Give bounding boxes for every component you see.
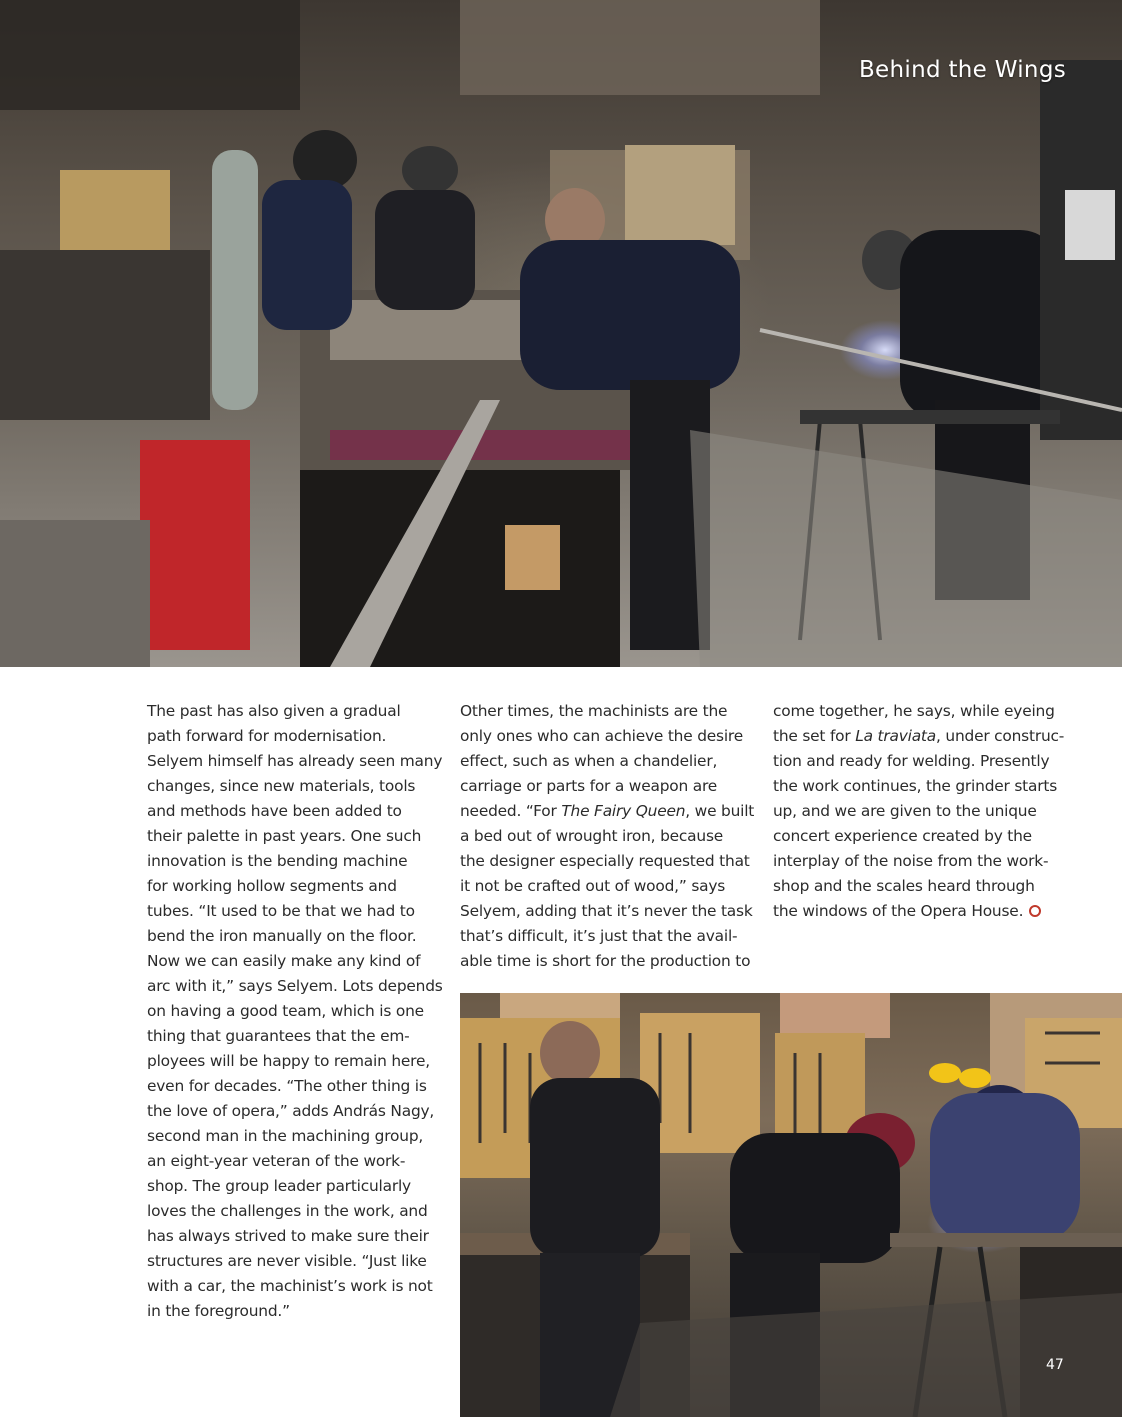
text-line: able time is short for the production to xyxy=(460,952,751,970)
production-title: La traviata xyxy=(855,727,936,745)
text-line: ployees will be happy to remain here, xyxy=(147,1052,430,1070)
text-line: Selyem, adding that it’s never the task xyxy=(460,902,753,920)
text-line: come together, he says, while eyeing xyxy=(773,702,1055,720)
text-fragment: , under construc- xyxy=(936,727,1065,745)
text-line: shop. The group leader particularly xyxy=(147,1177,411,1195)
text-line: arc with it,” says Selyem. Lots depends xyxy=(147,977,443,995)
text-line: for working hollow segments and xyxy=(147,877,397,895)
text-line: path forward for modernisation. xyxy=(147,727,387,745)
text-line: Now we can easily make any kind of xyxy=(147,952,421,970)
text-fragment: the windows of the Opera House. xyxy=(773,902,1024,920)
text-line: changes, since new materials, tools xyxy=(147,777,416,795)
text-line: effect, such as when a chandelier, xyxy=(460,752,718,770)
text-line: tubes. “It used to be that we had to xyxy=(147,902,415,920)
text-line: innovation is the bending machine xyxy=(147,852,408,870)
text-line: tion and ready for welding. Presently xyxy=(773,752,1050,770)
text-line: the work continues, the grinder starts xyxy=(773,777,1058,795)
page-number: 47 xyxy=(1046,1357,1064,1373)
text-line: and methods have been added to xyxy=(147,802,402,820)
text-line: an eight-year veteran of the work- xyxy=(147,1152,406,1170)
body-column-3 xyxy=(773,699,1065,924)
text-line: in the foreground.” xyxy=(147,1302,290,1320)
text-line: even for decades. “The other thing is xyxy=(147,1077,427,1095)
text-line: structures are never visible. “Just like xyxy=(147,1252,427,1270)
text-line: only ones who can achieve the desire xyxy=(460,727,743,745)
text-fragment: the set for xyxy=(773,727,856,745)
text-line: concert experience created by the xyxy=(773,827,1032,845)
workshop-photo-toolwall-icon xyxy=(460,993,1122,1417)
text-line: interplay of the noise from the work- xyxy=(773,852,1049,870)
text-line: shop and the scales heard through xyxy=(773,877,1035,895)
text-fragment: , we built xyxy=(685,802,755,820)
section-title: Behind the Wings xyxy=(858,57,1066,83)
text-line: it not be crafted out of wood,” says xyxy=(460,877,726,895)
text-line: a bed out of wrought iron, because xyxy=(460,827,724,845)
text-line: the designer especially requested that xyxy=(460,852,750,870)
workshop-photo-welding-icon xyxy=(0,0,1122,667)
text-line: carriage or parts for a weapon are xyxy=(460,777,718,795)
text-line: bend the iron manually on the floor. xyxy=(147,927,417,945)
text-line: Other times, the machinists are the xyxy=(460,702,728,720)
text-line: second man in the machining group, xyxy=(147,1127,424,1145)
text-line: that’s difficult, it’s just that the avail- xyxy=(460,927,738,945)
text-line: Selyem himself has already seen many xyxy=(147,752,443,770)
bottom-workshop-photo xyxy=(460,993,1122,1417)
text-line-with-title xyxy=(460,799,755,824)
text-line-final xyxy=(773,899,1065,924)
end-of-article-icon xyxy=(1029,905,1041,917)
body-column-1 xyxy=(147,699,443,1324)
text-line: thing that guarantees that the em- xyxy=(147,1027,410,1045)
production-title: The Fairy Queen xyxy=(561,802,686,820)
text-line: with a car, the machinist’s work is not xyxy=(147,1277,433,1295)
text-line: The past has also given a gradual xyxy=(147,702,401,720)
text-fragment: needed. “For xyxy=(460,802,562,820)
body-column-2 xyxy=(460,699,755,974)
text-line: up, and we are given to the unique xyxy=(773,802,1037,820)
top-workshop-photo xyxy=(0,0,1122,667)
text-line: the love of opera,” adds András Nagy, xyxy=(147,1102,435,1120)
text-line: on having a good team, which is one xyxy=(147,1002,424,1020)
text-line: loves the challenges in the work, and xyxy=(147,1202,428,1220)
text-line: has always strived to make sure their xyxy=(147,1227,429,1245)
text-line-with-title xyxy=(773,724,1065,749)
text-line: their palette in past years. One such xyxy=(147,827,422,845)
